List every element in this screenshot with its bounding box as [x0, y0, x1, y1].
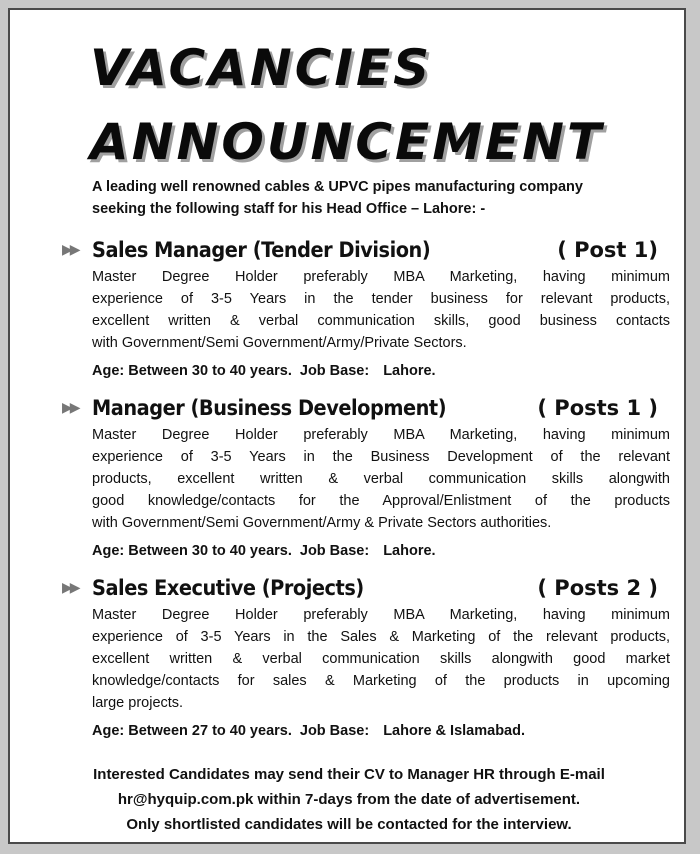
post-title: Sales Manager (Tender Division): [92, 238, 431, 262]
desc-line: excellent written & verbal communication skills alongwith good market: [92, 651, 670, 667]
post-description: [92, 604, 670, 714]
application-instructions: [10, 762, 686, 837]
age-and-job-base: [92, 360, 686, 382]
post-count: ( Posts 1 ): [537, 396, 658, 420]
post-description: [92, 424, 670, 534]
desc-line: Master Degree Holder preferably MBA Marketing, having minimum: [92, 607, 670, 623]
desc-line: experience of 3-5 Years in the tender business for relevant products,: [92, 291, 670, 307]
age-and-job-base: [92, 540, 686, 562]
post-header: [10, 394, 686, 424]
desc-line: knowledge/contacts for sales & Marketing of the products in upcoming: [92, 673, 670, 689]
age-requirement: Age: Between 30 to 40 years.: [92, 363, 292, 379]
job-base-value: Lahore.: [383, 543, 436, 559]
post-title: Manager (Business Development): [92, 396, 447, 420]
post-title: Sales Executive (Projects): [92, 576, 364, 600]
age-requirement: Age: Between 27 to 40 years.: [92, 723, 292, 739]
post-sales-manager: [10, 236, 686, 382]
post-count: ( Post 1): [557, 238, 658, 262]
desc-line: good knowledge/contacts for the Approval/Enlistment of the products: [92, 493, 670, 509]
desc-line: Master Degree Holder preferably MBA Marketing, having minimum: [92, 269, 670, 285]
desc-line: experience of 3-5 Years in the Sales & Marketing of the relevant products,: [92, 629, 670, 645]
intro-line: A leading well renowned cables & UPVC pipes manufacturing company: [92, 179, 583, 195]
desc-line: products, excellent written & verbal communication skills alongwith: [92, 471, 670, 487]
desc-line: experience of 3-5 Years in the Business Development of the relevant: [92, 449, 670, 465]
desc-line: Master Degree Holder preferably MBA Marketing, having minimum: [92, 427, 670, 443]
desc-line: excellent written & verbal communication skills, good business contacts: [92, 313, 670, 329]
post-header: [10, 236, 686, 266]
post-sales-executive: [10, 574, 686, 742]
intro-text: [92, 176, 682, 220]
footer-line: hr@hyquip.com.pk within 7-days from the date of advertisement.: [117, 791, 581, 808]
post-manager-business-development: [10, 394, 686, 562]
desc-line: with Government/Semi Government/Army/Private Sectors.: [92, 335, 467, 351]
desc-line: with Government/Semi Government/Army & Private Sectors authorities.: [92, 515, 552, 531]
intro-line: seeking the following staff for his Head Office – Lahore: -: [92, 201, 486, 217]
age-and-job-base: [92, 720, 686, 742]
headline-vacancies: VACANCIES: [90, 39, 433, 97]
job-base-value: Lahore.: [383, 363, 436, 379]
job-base-value: Lahore & Islamabad.: [383, 723, 526, 739]
job-base-label: Job Base:: [299, 723, 370, 739]
desc-line: large projects.: [92, 695, 184, 711]
double-arrow-icon: ▶▶: [62, 580, 78, 596]
job-base-label: Job Base:: [299, 363, 370, 379]
footer-line: Only shortlisted candidates will be contacted for the interview.: [126, 816, 572, 833]
footer-line: Interested Candidates may send their CV to Manager HR through E-mail: [93, 766, 605, 783]
advertisement-page: [8, 8, 686, 844]
age-requirement: Age: Between 30 to 40 years.: [92, 543, 292, 559]
double-arrow-icon: ▶▶: [62, 242, 78, 258]
double-arrow-icon: ▶▶: [62, 400, 78, 416]
post-header: [10, 574, 686, 604]
post-description: [92, 266, 670, 354]
headline-announcement: ANNOUNCEMENT: [90, 113, 605, 171]
job-base-label: Job Base:: [299, 543, 370, 559]
post-count: ( Posts 2 ): [537, 576, 658, 600]
